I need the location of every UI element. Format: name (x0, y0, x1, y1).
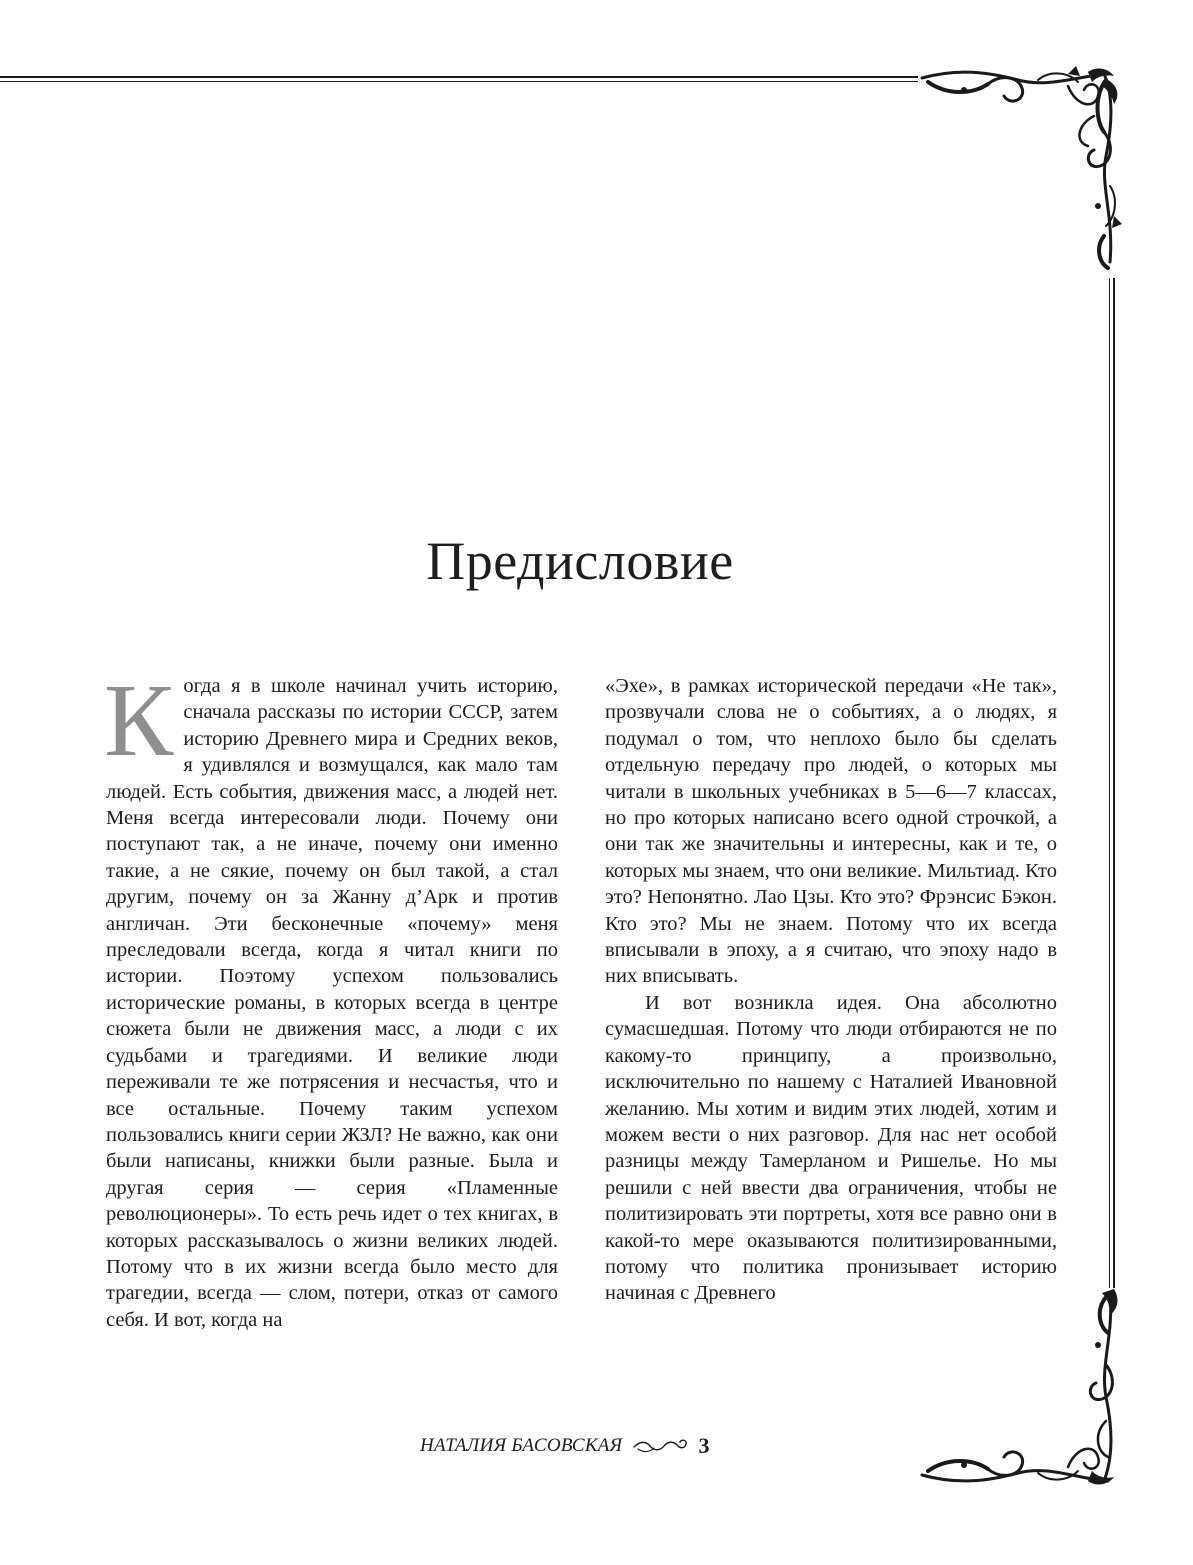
top-frame-line (0, 76, 918, 84)
top-corner-ornament (918, 66, 1122, 272)
page-footer (420, 1431, 709, 1461)
page-number: 3 (698, 1433, 710, 1458)
paragraph: «Эхе», в рамках исторической передачи «Не так», прозвучали слова не о событиях, а о людях, я подумал о том, что неплохо было бы сделать отдельную передачу про людей, о которых мы читали в школьных учебниках в 5—6—7 классах, но про которых написано всего одной строчкой, а они так же значительны и интересны, как и те, о которых мы знаем, что они великие. Мильтиад. Кто это? Непонятно. Лао Цзы. Кто это? Фрэнсис Бэкон. Кто это? Мы не знаем. Потому что их всегда вписывали в эпоху, а я считаю, что эпоху надо в них вписывать. (605, 675, 1057, 988)
chapter-title: Предисловие (426, 531, 734, 591)
drop-cap: К (104, 663, 174, 778)
text-column-left (104, 663, 558, 1333)
text-column-right (605, 673, 1057, 1307)
bottom-corner-ornament (918, 1285, 1122, 1491)
swirl-ornament-icon (632, 1438, 688, 1454)
right-frame-line (1109, 278, 1117, 1288)
paragraph-text: огда я в школе начинал учить историю, сначала рассказы по истории СССР, затем историю Древнего мира и Средних веков, я удивлялся и возмущался, как мало там людей. Есть события, движения масс, а людей нет. Меня всегда интересовали люди. Почему они поступают так, а не иначе, почему они именно такие, а не сякие, почему он был такой, а стал другим, почему он за Жанну д’Арк и против англичан. Эти бесконечные «почему» меня преследовали всегда, когда я читал книги по истории. Поэтому успехом пользовались исторические романы, в которых всегда в центре сюжета были не движения масс, а люди с их судьбами и трагедиями. И великие люди переживали те же потрясения и несчастья, что и все остальные. Почему таким успехом пользовались книги серии ЖЗЛ? Не важно, как они были написаны, книжки были разные. Была и другая серия — серия «Пламенные революционеры». То есть речь идет о тех книгах, в которых рассказывалось о жизни великих людей. Потому что в их жизни всегда было место для трагедии, всегда — слом, потери, отказ от самого себя. И вот, когда на (106, 675, 558, 1331)
paragraph: И вот возникла идея. Она абсолютно сумасшедшая. Потому что люди отбираются не по какому-то принципу, а произвольно, исключительно по нашему с Наталией Ивановной желанию. Мы хотим и видим этих людей, хотим и можем вести о них разговор. Для нас нет особой разницы между Тамерланом и Ришелье. Но мы решили с ней ввести два ограничения, чтобы не политизировать эти портреты, хотя все равно они в какой-то мере оказываются политизированными, потому что политика пронизывает историю начиная с Древнего (605, 991, 1057, 1305)
paragraph (104, 663, 558, 1333)
running-footer-author: НАТАЛИЯ БАСОВСКАЯ (420, 1435, 623, 1456)
